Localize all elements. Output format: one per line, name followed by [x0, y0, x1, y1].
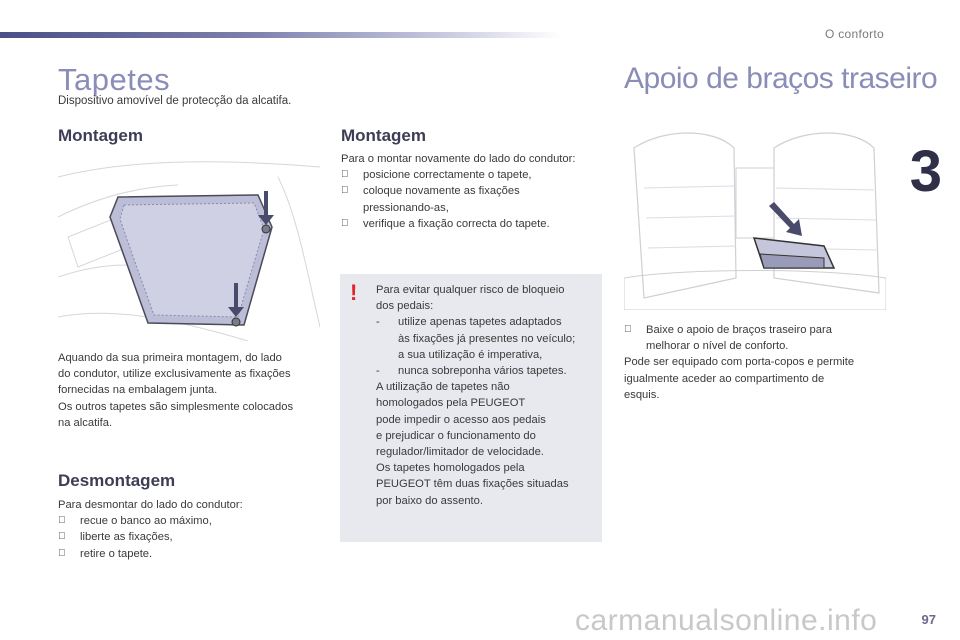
- heading-montagem-2: Montagem: [341, 126, 426, 145]
- heading-montagem-1: Montagem: [58, 126, 143, 145]
- montagem-1-text: Aquando da sua primeira montagem, do lado do condutor, utilize exclusivamente as fixações fornecidas na embalagem junta. Os outros tapetes são simplesmente colocados na alcatifa.: [58, 352, 294, 429]
- heading-desmontagem: Desmontagem: [58, 471, 176, 490]
- floor-mat-illustration: [58, 157, 320, 341]
- bullet-icon: [58, 529, 80, 545]
- warning-text: Para evitar qualquer risco de bloqueio dos pedais: - utilize apenas tapetes adaptados às fixações já presentes no veículo; a sua utilização é imperativa, - nunca sobreponha vários tapetes. A utilização de tapetes não homologados pela PEUGEOT pode impedir o acesso aos pedais e prejudicar o funcionamento do regulador/limitador de velocidade. Os tapetes homologados pela PEUGEOT têm duas fixações situadas por baixo do assento.: [376, 284, 576, 507]
- warning-icon: !: [350, 280, 358, 305]
- bullet-icon: [58, 513, 80, 529]
- armrest-text: Baixe o apoio de braços traseiro para melhorar o nível de conforto. Pode ser equipado com porta-copos e permite igualmente aceder ao compartimento de esquis.: [624, 324, 855, 401]
- bullet-icon: [341, 183, 363, 199]
- bullet-icon: [624, 322, 646, 338]
- section-label: O conforto: [824, 27, 884, 41]
- page-title-tapetes: Tapetes: [58, 62, 171, 97]
- bullet-icon: [58, 546, 80, 562]
- montagem-2-text: Para o montar novamente do lado do condutor: posicione correctamente o tapete, coloque novamente as fixações pressionando-as, verifique a fixação correcta do tapete.: [341, 151, 606, 232]
- page-number: 97: [921, 612, 936, 627]
- desmontagem-text: Para desmontar do lado do condutor: recue o banco ao máximo, liberte as fixações, retire o tapete.: [58, 497, 328, 562]
- bullet-icon: [341, 167, 363, 183]
- rear-armrest-illustration: [624, 128, 886, 310]
- watermark: carmanualsonline.info: [575, 604, 878, 637]
- chapter-number: 3: [909, 139, 942, 204]
- page-title-apoio: Apoio de braços traseiro: [624, 62, 938, 95]
- header-gradient-bar: [0, 32, 560, 38]
- warning-box: [340, 274, 602, 542]
- bullet-icon: [341, 216, 363, 232]
- tapetes-subtitle: Dispositivo amovível de protecção da alcatifa.: [58, 95, 292, 107]
